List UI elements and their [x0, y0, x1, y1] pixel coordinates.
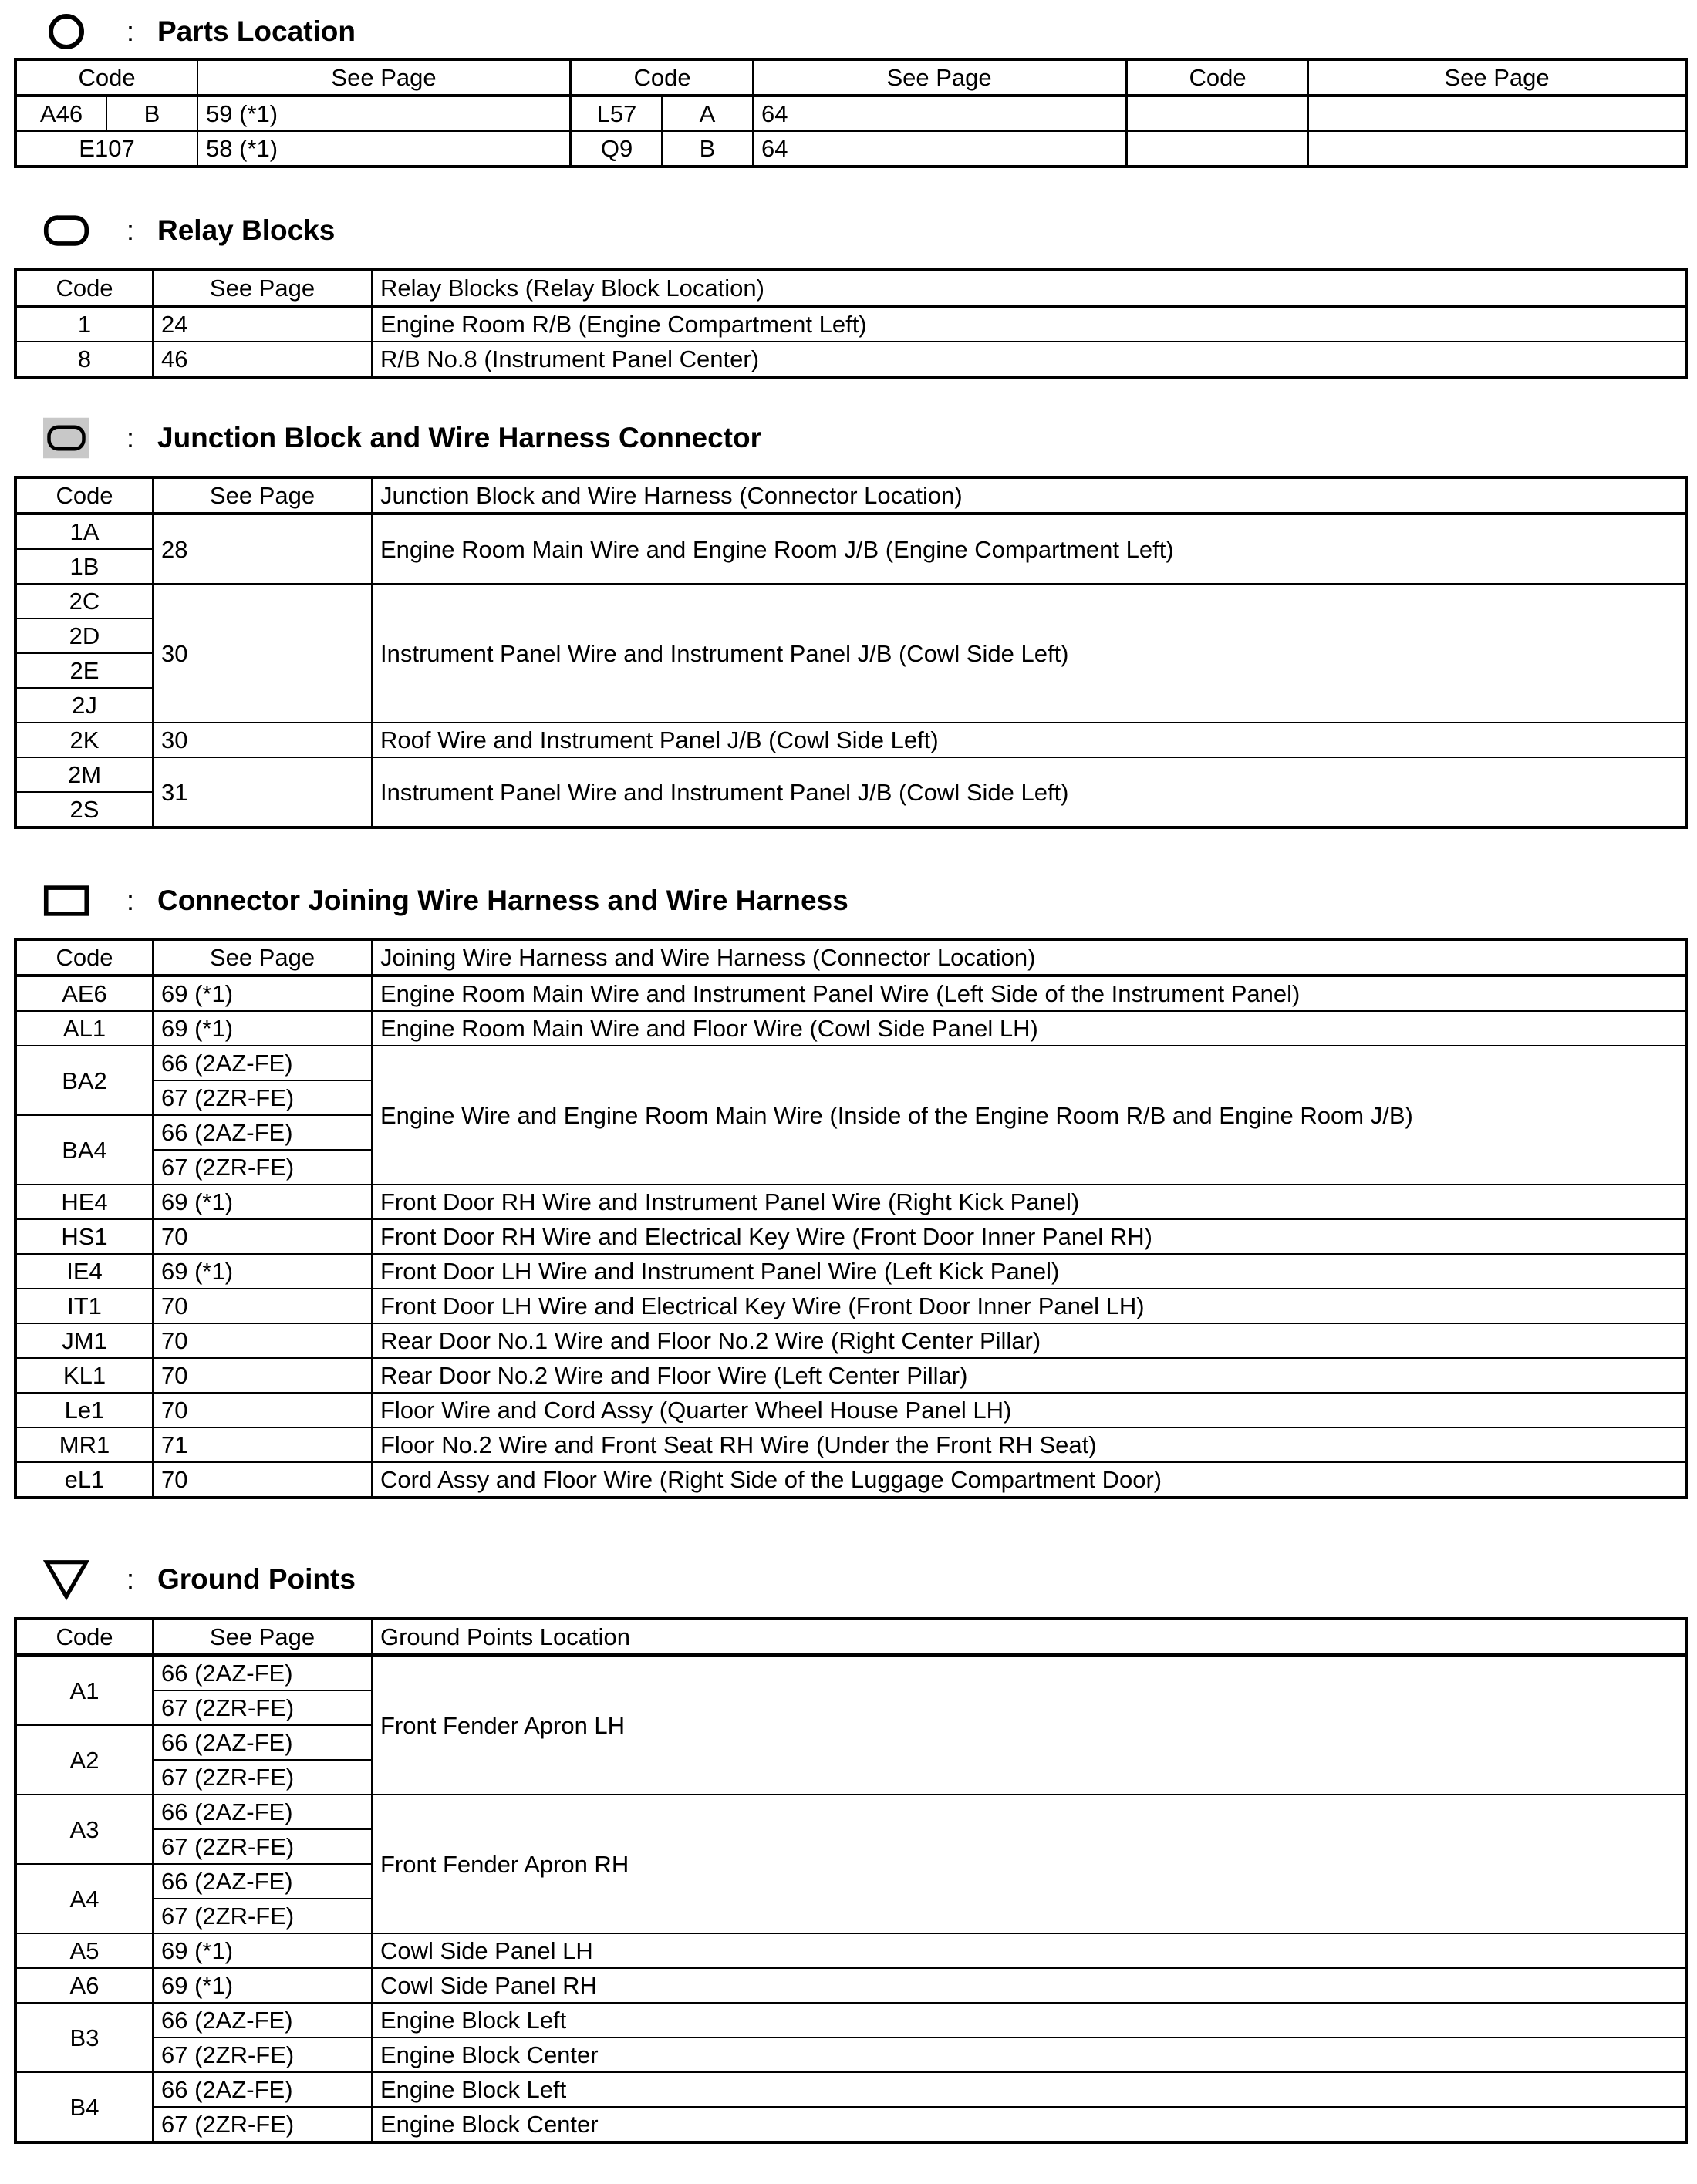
code-cell: A5 — [15, 1933, 153, 1968]
table-row — [15, 1358, 1686, 1393]
table-row — [15, 514, 1686, 549]
code-cell: 2K — [15, 723, 153, 757]
location-cell: Floor No.2 Wire and Front Seat RH Wire (Under the Front RH Seat) — [372, 1427, 1686, 1462]
location-cell: Engine Wire and Engine Room Main Wire (Inside of the Engine Room R/B and Engine Room J/B) — [372, 1046, 1686, 1185]
table-row — [15, 2037, 1686, 2072]
code-cell: AE6 — [15, 976, 153, 1011]
location-cell: Engine Block Left — [372, 2003, 1686, 2037]
header-cell: Code — [15, 59, 197, 96]
table-row — [15, 1254, 1686, 1289]
section-colon: : — [127, 214, 135, 246]
location-cell: Front Fender Apron RH — [372, 1795, 1686, 1933]
page-cell: 67 (2ZR-FE) — [153, 1080, 372, 1115]
table-row — [15, 584, 1686, 618]
location-cell: Front Door RH Wire and Instrument Panel Wire (Right Kick Panel) — [372, 1185, 1686, 1219]
location-cell: Front Door RH Wire and Electrical Key Wire (Front Door Inner Panel RH) — [372, 1219, 1686, 1254]
rectangle-icon — [43, 879, 89, 922]
page-cell: 64 — [753, 96, 1126, 131]
header-cell: Code — [15, 270, 153, 306]
page-cell: 66 (2AZ-FE) — [153, 1725, 372, 1760]
page-cell: 67 (2ZR-FE) — [153, 1760, 372, 1795]
page-cell: 67 (2ZR-FE) — [153, 1899, 372, 1933]
page-cell: 70 — [153, 1358, 372, 1393]
page-cell: 66 (2AZ-FE) — [153, 1795, 372, 1829]
page-cell: 46 — [153, 342, 372, 377]
sub-code-cell: B — [662, 131, 753, 167]
code-cell: Le1 — [15, 1393, 153, 1427]
table-row — [15, 2072, 1686, 2107]
table-header-row — [15, 270, 1686, 306]
code-cell: A3 — [15, 1795, 153, 1864]
location-cell: Instrument Panel Wire and Instrument Panel J/B (Cowl Side Left) — [372, 584, 1686, 723]
section-title: Ground Points — [157, 1563, 356, 1595]
code-cell: HS1 — [15, 1219, 153, 1254]
page-cell: 69 (*1) — [153, 1185, 372, 1219]
table-row — [15, 96, 1686, 131]
empty-cell — [1126, 131, 1308, 167]
page-cell: 59 (*1) — [197, 96, 571, 131]
location-cell: Engine Block Center — [372, 2107, 1686, 2142]
header-cell: Code — [1126, 59, 1308, 96]
page-cell: 67 (2ZR-FE) — [153, 1690, 372, 1725]
page-cell: 69 (*1) — [153, 1011, 372, 1046]
code-cell: A1 — [15, 1655, 153, 1725]
code-cell: 2M — [15, 757, 153, 792]
code-cell: B4 — [15, 2072, 153, 2142]
code-cell: A46 — [15, 96, 106, 131]
table-row — [15, 2107, 1686, 2142]
page-cell: 67 (2ZR-FE) — [153, 2107, 372, 2142]
page-cell: 28 — [153, 514, 372, 584]
header-cell: Junction Block and Wire Harness (Connector Location) — [372, 477, 1686, 514]
ground-triangle-icon — [43, 1558, 89, 1601]
location-cell: Engine Room Main Wire and Floor Wire (Cowl Side Panel LH) — [372, 1011, 1686, 1046]
page-cell: 31 — [153, 757, 372, 827]
code-cell: Q9 — [571, 131, 662, 167]
code-cell: A4 — [15, 1864, 153, 1933]
table-row — [15, 1289, 1686, 1323]
code-cell: 2C — [15, 584, 153, 618]
page-cell: 24 — [153, 306, 372, 342]
header-cell: See Page — [753, 59, 1126, 96]
connector-table — [14, 938, 1688, 1499]
table-row — [15, 1933, 1686, 1968]
page-cell: 66 (2AZ-FE) — [153, 1046, 372, 1080]
page-cell: 70 — [153, 1289, 372, 1323]
page-cell: 66 (2AZ-FE) — [153, 2072, 372, 2107]
table-row — [15, 306, 1686, 342]
relay-blocks-heading — [43, 209, 335, 252]
header-cell: See Page — [1308, 59, 1686, 96]
code-cell: E107 — [15, 131, 197, 167]
table-header-row — [15, 59, 1686, 96]
page-cell: 67 (2ZR-FE) — [153, 1150, 372, 1185]
header-cell: See Page — [153, 270, 372, 306]
empty-cell — [1126, 96, 1308, 131]
table-row — [15, 1185, 1686, 1219]
junction-block-table — [14, 476, 1688, 829]
page-cell: 30 — [153, 584, 372, 723]
section-colon: : — [127, 885, 135, 916]
table-row — [15, 1011, 1686, 1046]
section-title: Junction Block and Wire Harness Connector — [157, 422, 761, 453]
code-cell: B3 — [15, 2003, 153, 2072]
location-cell: Cord Assy and Floor Wire (Right Side of the Luggage Compartment Door) — [372, 1462, 1686, 1498]
code-cell: KL1 — [15, 1358, 153, 1393]
table-row — [15, 723, 1686, 757]
code-cell: 2D — [15, 618, 153, 653]
code-cell: A2 — [15, 1725, 153, 1795]
table-row — [15, 1219, 1686, 1254]
header-cell: See Page — [153, 939, 372, 976]
page-cell: 71 — [153, 1427, 372, 1462]
location-cell: Engine Room Main Wire and Instrument Panel Wire (Left Side of the Instrument Panel) — [372, 976, 1686, 1011]
page-cell: 69 (*1) — [153, 1968, 372, 2003]
code-cell: 1 — [15, 306, 153, 342]
section-colon: : — [127, 1563, 135, 1595]
header-cell: Code — [571, 59, 753, 96]
code-cell: IT1 — [15, 1289, 153, 1323]
page-cell: 70 — [153, 1462, 372, 1498]
header-cell: Code — [15, 1619, 153, 1655]
page-cell: 67 (2ZR-FE) — [153, 1829, 372, 1864]
code-cell: BA2 — [15, 1046, 153, 1115]
location-cell: Rear Door No.1 Wire and Floor No.2 Wire (Right Center Pillar) — [372, 1323, 1686, 1358]
location-cell: Cowl Side Panel RH — [372, 1968, 1686, 2003]
page-cell: 66 (2AZ-FE) — [153, 1864, 372, 1899]
header-cell: See Page — [153, 477, 372, 514]
location-cell: Cowl Side Panel LH — [372, 1933, 1686, 1968]
table-header-row — [15, 939, 1686, 976]
code-cell: HE4 — [15, 1185, 153, 1219]
table-row — [15, 976, 1686, 1011]
page-cell: 69 (*1) — [153, 1254, 372, 1289]
header-cell: See Page — [197, 59, 571, 96]
location-cell: Engine Block Center — [372, 2037, 1686, 2072]
page-cell: 70 — [153, 1393, 372, 1427]
code-cell: 2E — [15, 653, 153, 688]
location-cell: R/B No.8 (Instrument Panel Center) — [372, 342, 1686, 377]
empty-cell — [1308, 131, 1686, 167]
header-cell: Code — [15, 477, 153, 514]
code-cell: A6 — [15, 1968, 153, 2003]
table-row — [15, 1968, 1686, 2003]
page-cell: 64 — [753, 131, 1126, 167]
section-colon: : — [127, 15, 135, 47]
header-cell: Code — [15, 939, 153, 976]
table-row — [15, 1462, 1686, 1498]
parts-location-heading — [43, 10, 356, 53]
page-cell: 66 (2AZ-FE) — [153, 1655, 372, 1690]
table-row — [15, 1427, 1686, 1462]
section-colon: : — [127, 422, 135, 453]
rounded-rect-icon — [43, 209, 89, 252]
parts-location-table — [14, 58, 1688, 168]
sub-code-cell: A — [662, 96, 753, 131]
header-cell: Ground Points Location — [372, 1619, 1686, 1655]
code-cell: AL1 — [15, 1011, 153, 1046]
page-cell: 70 — [153, 1323, 372, 1358]
location-cell: Engine Block Left — [372, 2072, 1686, 2107]
table-header-row — [15, 477, 1686, 514]
page-cell: 69 (*1) — [153, 1933, 372, 1968]
ground-points-table — [14, 1617, 1688, 2144]
relay-blocks-table — [14, 268, 1688, 379]
table-row — [15, 1323, 1686, 1358]
code-cell: 1B — [15, 549, 153, 584]
table-row — [15, 342, 1686, 377]
section-title: Parts Location — [157, 15, 356, 47]
table-row — [15, 1655, 1686, 1690]
ground-points-heading — [43, 1558, 356, 1601]
table-row — [15, 757, 1686, 792]
header-cell: See Page — [153, 1619, 372, 1655]
location-cell: Engine Room Main Wire and Engine Room J/B (Engine Compartment Left) — [372, 514, 1686, 584]
location-cell: Front Door LH Wire and Instrument Panel Wire (Left Kick Panel) — [372, 1254, 1686, 1289]
code-cell: BA4 — [15, 1115, 153, 1185]
table-row — [15, 131, 1686, 167]
location-cell: Floor Wire and Cord Assy (Quarter Wheel House Panel LH) — [372, 1393, 1686, 1427]
page-cell: 67 (2ZR-FE) — [153, 2037, 372, 2072]
junction-block-heading — [43, 416, 761, 460]
code-cell: IE4 — [15, 1254, 153, 1289]
location-cell: Instrument Panel Wire and Instrument Panel J/B (Cowl Side Left) — [372, 757, 1686, 827]
location-cell: Engine Room R/B (Engine Compartment Left) — [372, 306, 1686, 342]
empty-cell — [1308, 96, 1686, 131]
page-cell: 58 (*1) — [197, 131, 571, 167]
section-title: Connector Joining Wire Harness and Wire Harness — [157, 885, 848, 916]
table-row — [15, 1046, 1686, 1080]
code-cell: 1A — [15, 514, 153, 549]
connector-heading — [43, 879, 848, 922]
location-cell: Front Fender Apron LH — [372, 1655, 1686, 1795]
page-cell: 66 (2AZ-FE) — [153, 2003, 372, 2037]
page-cell: 66 (2AZ-FE) — [153, 1115, 372, 1150]
table-row — [15, 2003, 1686, 2037]
code-cell: eL1 — [15, 1462, 153, 1498]
code-cell: 2J — [15, 688, 153, 723]
code-cell: 8 — [15, 342, 153, 377]
code-cell: JM1 — [15, 1323, 153, 1358]
page-cell: 30 — [153, 723, 372, 757]
location-cell: Roof Wire and Instrument Panel J/B (Cowl Side Left) — [372, 723, 1686, 757]
location-cell: Rear Door No.2 Wire and Floor Wire (Left Center Pillar) — [372, 1358, 1686, 1393]
code-cell: 2S — [15, 792, 153, 827]
table-header-row — [15, 1619, 1686, 1655]
table-row — [15, 1795, 1686, 1829]
page-cell: 70 — [153, 1219, 372, 1254]
table-row — [15, 1393, 1686, 1427]
section-title: Relay Blocks — [157, 214, 336, 246]
shaded-rounded-rect-icon — [43, 416, 89, 460]
location-cell: Front Door LH Wire and Electrical Key Wire (Front Door Inner Panel LH) — [372, 1289, 1686, 1323]
circle-icon — [43, 10, 89, 53]
header-cell: Joining Wire Harness and Wire Harness (Connector Location) — [372, 939, 1686, 976]
header-cell: Relay Blocks (Relay Block Location) — [372, 270, 1686, 306]
page-cell: 69 (*1) — [153, 976, 372, 1011]
code-cell: L57 — [571, 96, 662, 131]
code-cell: MR1 — [15, 1427, 153, 1462]
sub-code-cell: B — [106, 96, 197, 131]
